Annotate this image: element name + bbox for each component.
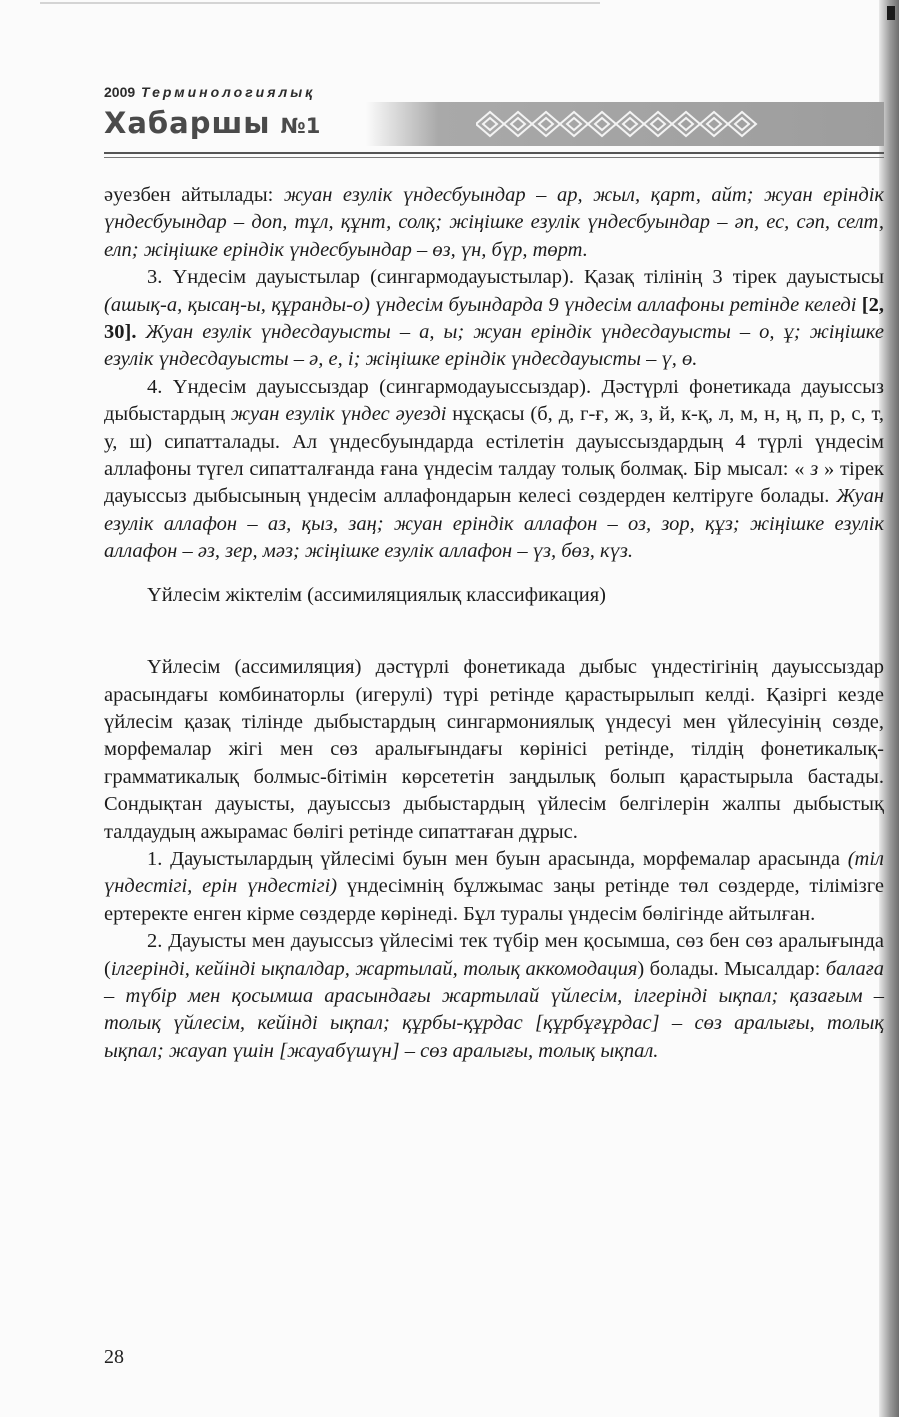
page-number: 28 xyxy=(104,1346,124,1368)
journal-name: Хабаршы xyxy=(104,106,271,140)
section-heading: Үйлесім жіктелім (ассимиляциялық классификация) xyxy=(147,583,606,606)
paragraph xyxy=(104,374,884,566)
paragraph: Үйлесім (ассимиляция) дәстүрлі фонетикада дыбыс үндестігінің дауыссыздар арасындағы комбинаторлы (игерулі) түрі ретінде қарастырылып келді. Қазіргі кезде үйлесім қазақ тілінде дыбыстардың сингармониялық үндесуі мен үйлесуінің сөзде, морфемалар жігі мен сөз аралығындағы көрінісі ретінде, тілдің фонетикалық-грамматикалық болмыс-бітімін көрсететін заңдылық болып қарастырыла бастады. Сондықтан дауысты, дауыссыз дыбыстардың үйлесім белгілерін жалпы дыбыстық талдаудың ажырамас бөлігі ретінде сипаттаған дұрыс. xyxy=(104,656,884,843)
italic-run: балаға – түбір мен қосымша арасындағы жартылай үйлесім, ілгерінді ықпал; қазағым – толық үйлесім, кейінді ықпал; құрбы-құрдас [құрбұғұрдас] – сөз аралығы, толық ықпал; жауап үшін [жауабүшүн] – сөз аралығы, толық ықпал. xyxy=(104,957,885,1062)
text-run: үндесімнің бұлжымас заңы ретінде төл сөздерде, тілімізге ертеректе енген кірме сөздерде көрінеді. Бұл туралы үндесім бөлігінде айтылған. xyxy=(104,875,884,925)
header-subtitle: Терминологиялық xyxy=(141,84,316,100)
italic-run: ілгерінді, кейінді ықпалдар, жартылай, толық аккомодация xyxy=(110,957,638,980)
text-run: » тірек дауыссыз дыбысының үндесім аллафондарын келесі сөздерден келтіруге болады. xyxy=(104,458,884,508)
italic-run: жуан езулік үндесбуындар – ар, жыл, қарт, айт; жуан еріндік үндесбуындар – доп, тұл, құнт, солқ; жіңішке езулік үндесбуындар – әп, ес, сәп, селт, елп; жіңішке еріндік үндесбуындар – өз, үн, бүр, төрт. xyxy=(104,184,884,261)
page-body xyxy=(104,182,884,1065)
italic-run: Жуан езулік аллафон – аз, қыз, заң; жуан еріндік аллафон – оз, зор, құз; жіңішке езулік аллафон – әз, зер, мәз; жіңішке езулік аллафон – үз, бөз, күз. xyxy=(104,485,884,563)
italic-run: (ашық-а, қысаң-ы, құранды-о) үндесім буындарда 9 үндесім аллафоны ретінде келеді xyxy=(104,293,862,316)
paragraph xyxy=(104,846,884,928)
ornament-band xyxy=(366,102,884,146)
citation: [2, 30]. xyxy=(104,293,884,344)
text-run: әуезбен айтылады: xyxy=(104,184,284,206)
paragraph xyxy=(104,928,884,1065)
text-run: 1. Дауыстылардың үйлесімі буын мен буын арасында, морфемалар арасында xyxy=(147,847,848,870)
header-top-line xyxy=(104,84,315,100)
journal-header xyxy=(104,80,884,180)
italic-run: з xyxy=(810,458,819,481)
text-run: 2. Дауысты мен дауыссыз үйлесімі тек түбір мен қосымша, сөз бен сөз аралығында ( xyxy=(104,930,884,980)
text-run: ) болады. Мысалдар: xyxy=(637,957,826,980)
header-rule-thin xyxy=(104,157,884,158)
paragraph xyxy=(104,264,884,374)
text-run: нұсқасы (б, д, г-ғ, ж, з, й, к-қ, л, м, н, ң, п, р, с, т, у, ш) сипатталады. Ал үндесбуындарда естілетін дауыссыздардың 4 түрлі үндесім аллафоны түгел сипатталғанда ғана үндесім талдау толық болмақ. Бір мысал: « xyxy=(104,403,884,481)
header-rule xyxy=(104,152,884,154)
journal-title xyxy=(104,106,320,140)
italic-run: Жуан езулік үндесдауысты – а, ы; жуан еріндік үндесдауысты – о, ұ; жіңішке езулік үндесдауысты – ә, е, і; жіңішке еріндік үндесдауысты – ү, ө. xyxy=(104,321,884,371)
text-run: 4. Үндесім дауыссыздар (сингармодауыссыздар). Дәстүрлі фонетикада дауыссыз дыбыстардың xyxy=(104,375,884,426)
paragraph xyxy=(104,182,884,264)
text-run: 3. Үндесім дауыстылар (сингармодауыстылар). Қазақ тілінің 3 тірек дауыстысы xyxy=(147,266,884,289)
italic-run: (тіл үндестігі, ерін үндестігі) xyxy=(104,847,884,898)
ornament-pattern-icon xyxy=(476,108,776,140)
scan-top-edge xyxy=(40,2,600,4)
header-year: 2009 xyxy=(104,84,136,100)
binding-mark xyxy=(887,6,895,20)
italic-run: жуан езулік үндес әуезді xyxy=(230,403,447,426)
issue-number: №1 xyxy=(280,114,321,138)
